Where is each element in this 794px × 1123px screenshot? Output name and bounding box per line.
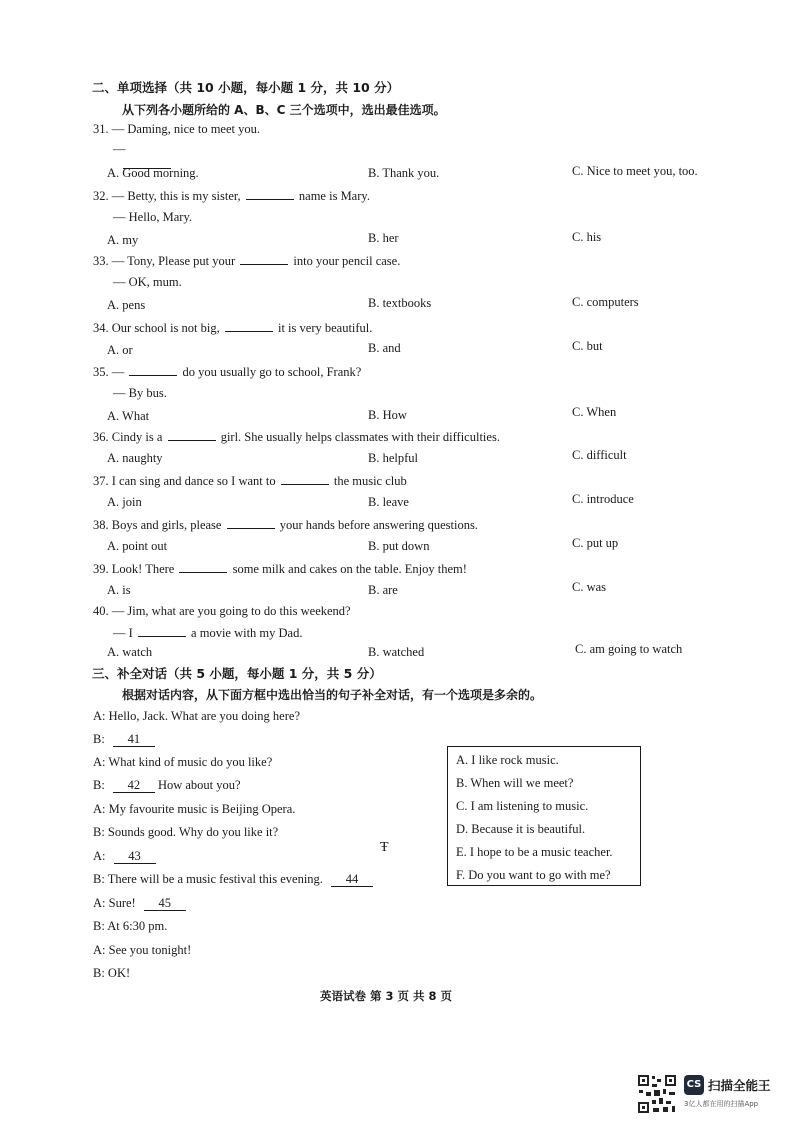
question-reply: — By bus. (113, 386, 167, 400)
option-c[interactable]: C. Nice to meet you, too. (572, 164, 698, 178)
question-stem: 39. Look! There some milk and cakes on the table. Enjoy them! (93, 562, 467, 576)
cursor-mark-icon: Ŧ (380, 840, 389, 855)
option-b[interactable]: B. and (368, 341, 401, 355)
option-a[interactable]: A. join (107, 495, 142, 509)
option-b[interactable]: B. are (368, 583, 398, 597)
question-stem: 36. Cindy is a girl. She usually helps classmates with their difficulties. (93, 430, 500, 444)
option-c[interactable]: C. but (572, 339, 603, 353)
question-reply: — (113, 142, 173, 173)
dialogue-line: B: At 6:30 pm. (93, 919, 168, 933)
scanner-app-name: 扫描全能王 (708, 1078, 771, 1093)
section2-instruction: 从下列各小题所给的 A、B、C 三个选项中，选出最佳选项。 (122, 103, 446, 117)
box-option[interactable]: F. Do you want to go with me? (456, 868, 611, 882)
option-b[interactable]: B. her (368, 231, 399, 245)
option-b[interactable]: B. leave (368, 495, 409, 509)
option-a[interactable]: A. point out (107, 539, 168, 553)
answer-blank-42[interactable]: 42 (113, 779, 155, 793)
dialogue-line: B: Sounds good. Why do you like it? (93, 825, 279, 839)
option-a[interactable]: A. What (107, 409, 150, 423)
option-a[interactable]: A. is (107, 583, 131, 597)
answer-blank-41[interactable]: 41 (113, 733, 155, 747)
dialogue-line: A: Hello, Jack. What are you doing here? (93, 709, 300, 723)
dialogue-line: B: 41 (93, 732, 155, 747)
option-b[interactable]: B. watched (368, 645, 425, 659)
question-stem: 35. — do you usually go to school, Frank? (93, 365, 362, 379)
option-c[interactable]: C. was (572, 580, 607, 594)
question-stem: 40. — Jim, what are you going to do this weekend? (93, 604, 351, 618)
option-a[interactable]: A. or (107, 343, 133, 357)
dialogue-line: A: My favourite music is Beijing Opera. (93, 802, 296, 816)
option-b[interactable]: B. helpful (368, 451, 418, 465)
answer-blank-43[interactable]: 43 (114, 850, 156, 864)
question-32 (93, 188, 733, 252)
section2-title: 二、单项选择（共 10 小题，每小题 1 分，共 10 分） (92, 80, 400, 95)
section3-instruction: 根据对话内容，从下面方框中选出恰当的句子补全对话，有一个选项是多余的。 (122, 688, 543, 702)
answer-blank-44[interactable]: 44 (331, 873, 373, 887)
question-reply: — OK, mum. (113, 275, 182, 289)
option-b[interactable]: B. textbooks (368, 296, 432, 310)
box-option[interactable]: E. I hope to be a music teacher. (456, 845, 613, 859)
dialogue-line: A: Sure! 45 (93, 896, 186, 911)
dialogue-line: A: See you tonight! (93, 943, 192, 957)
option-c[interactable]: C. his (572, 230, 602, 244)
option-a[interactable]: A. naughty (107, 451, 163, 465)
option-a[interactable]: A. pens (107, 298, 146, 312)
section3-title: 三、补全对话（共 5 小题，每小题 1 分，共 5 分） (92, 666, 382, 681)
scanner-tagline: 3亿人都在用的扫描App (684, 1100, 759, 1108)
question-40 (93, 604, 733, 668)
box-option[interactable]: B. When will we meet? (456, 776, 574, 790)
option-c[interactable]: C. introduce (572, 492, 634, 506)
box-option[interactable]: D. Because it is beautiful. (456, 822, 586, 836)
option-b[interactable]: B. Thank you. (368, 166, 440, 180)
answer-blank-45[interactable]: 45 (144, 897, 186, 911)
question-35 (93, 364, 733, 428)
options-box (447, 746, 641, 886)
question-reply: — I a movie with my Dad. (113, 626, 303, 640)
question-stem: 34. Our school is not big, it is very beautiful. (93, 321, 373, 335)
box-option[interactable]: A. I like rock music. (456, 753, 559, 767)
option-a[interactable]: A. watch (107, 645, 153, 659)
dialogue-line: A: What kind of music do you like? (93, 755, 273, 769)
dialogue-line: B: 42 How about you? (93, 778, 241, 792)
question-33 (93, 253, 733, 317)
option-c[interactable]: C. computers (572, 295, 639, 309)
option-b[interactable]: B. How (368, 408, 407, 422)
option-b[interactable]: B. put down (368, 539, 430, 553)
dialogue-line: B: OK! (93, 966, 131, 980)
question-stem: 37. I can sing and dance so I want to the music club (93, 474, 407, 488)
question-stem: 38. Boys and girls, please your hands before answering questions. (93, 518, 478, 532)
dialogue-line: A: 43 (93, 849, 156, 864)
page-footer: 英语试卷 第 3 页 共 8 页 (320, 989, 453, 1003)
option-c[interactable]: C. put up (572, 536, 619, 550)
question-31 (93, 122, 733, 186)
question-reply: — Hello, Mary. (113, 210, 193, 224)
box-option[interactable]: C. I am listening to music. (456, 799, 589, 813)
dialogue-line: B: There will be a music festival this evening. 44 (93, 872, 373, 887)
option-a[interactable]: A. my (107, 233, 139, 247)
option-c[interactable]: C. When (572, 405, 617, 419)
option-c[interactable]: C. am going to watch (575, 642, 683, 656)
question-stem: 32. — Betty, this is my sister, name is Mary. (93, 189, 370, 203)
question-stem: 33. — Tony, Please put your into your pencil case. (93, 254, 401, 268)
qr-code-icon (637, 1074, 677, 1114)
option-a[interactable]: A. Good morning. (107, 166, 199, 180)
scanner-logo-icon: CS (684, 1075, 704, 1095)
question-stem: 31. — Daming, nice to meet you. (93, 122, 260, 136)
option-c[interactable]: C. difficult (572, 448, 627, 462)
